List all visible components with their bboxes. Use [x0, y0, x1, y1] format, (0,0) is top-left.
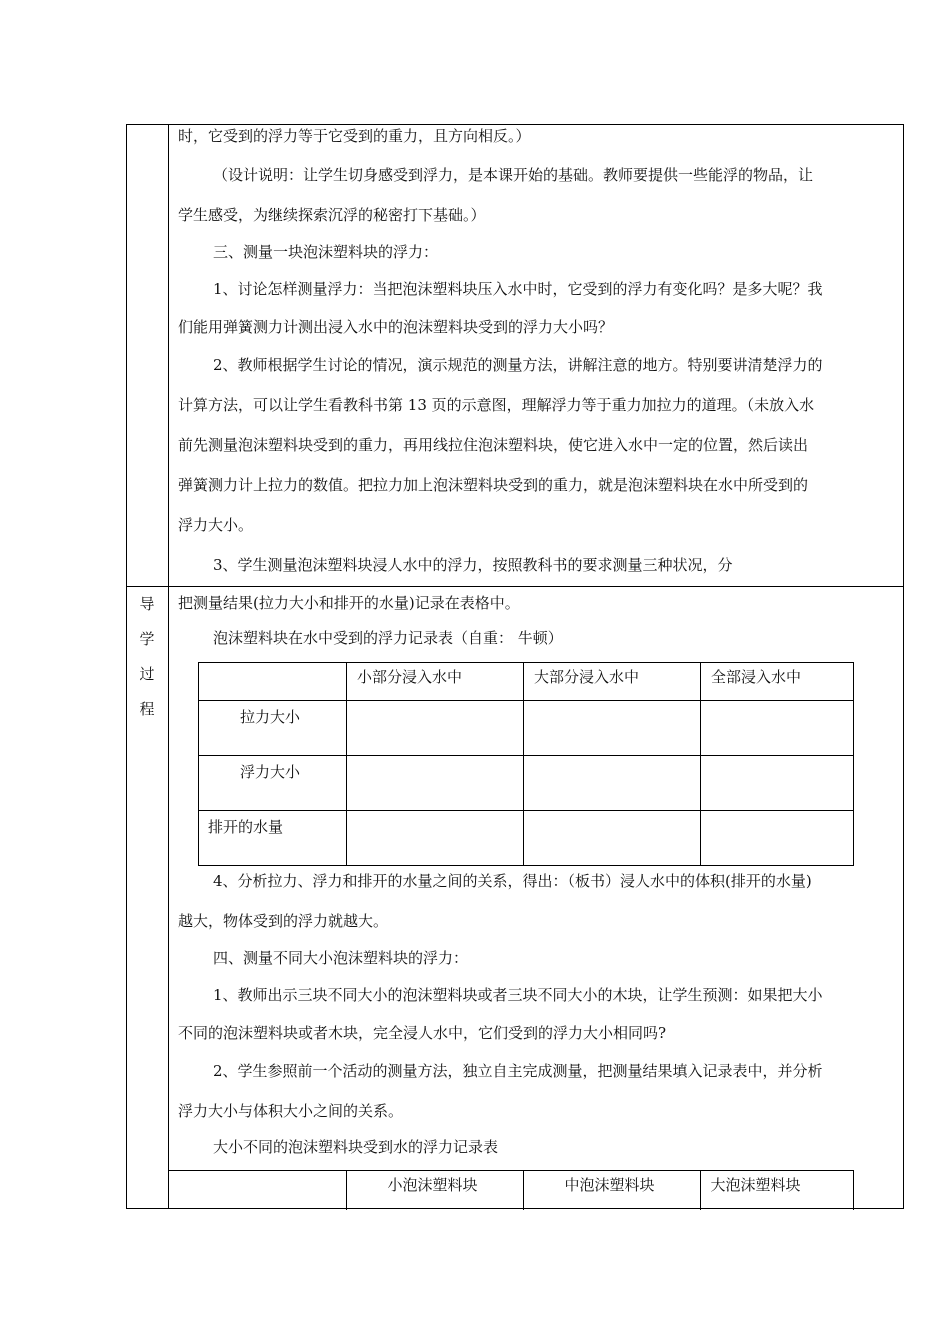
design-note-line: 学生感受，为继续探索沉浮的秘密打下基础。）: [178, 206, 486, 224]
paragraph-line: 浮力大小。: [178, 516, 254, 534]
paragraph-line: 计算方法，可以让学生看教科书第 13 页的示意图，理解浮力等于重力加拉力的道理。（未放入水: [178, 396, 815, 414]
table-header-row: [168, 1171, 853, 1210]
section-heading: 四、测量不同大小泡沫塑料块的浮力：: [213, 949, 469, 967]
paragraph-line: 把测量结果(拉力大小和排开的水量)记录在表格中。: [178, 594, 520, 612]
table-cell: [524, 756, 701, 811]
paragraph-line: 1、讨论怎样测量浮力：当把泡沫塑料块压入水中时，它受到的浮力有变化吗？是多大呢？我: [213, 280, 823, 298]
table-header-row: [199, 663, 854, 701]
size-buoyancy-table: [168, 1170, 854, 1210]
paragraph-line: 越大，物体受到的浮力就越大。: [178, 912, 389, 930]
table-caption: 泡沫塑料块在水中受到的浮力记录表（自重： 牛顿）: [213, 629, 563, 647]
paragraph-line: 前先测量泡沫塑料块受到的重力，再用线拉住泡沫塑料块，使它进入水中一定的位置，然后读出: [178, 436, 809, 454]
side-label-char: 导: [139, 595, 155, 613]
side-label-char: 程: [139, 700, 155, 718]
section-heading: 三、测量一块泡沫塑料块的浮力：: [213, 243, 439, 261]
table-cell: [524, 701, 701, 756]
side-label-char: 学: [139, 630, 155, 648]
header-cell: 小部分浸入水中: [347, 663, 524, 701]
header-cell: 大部分浸入水中: [524, 663, 701, 701]
column-divider: [168, 124, 169, 1209]
paragraph-line: 们能用弹簧测力计测出浸入水中的泡沫塑料块受到的浮力大小吗？: [178, 318, 614, 336]
row-label: 浮力大小: [199, 756, 347, 811]
side-label-char: 过: [139, 665, 155, 683]
table-cell: [347, 811, 524, 866]
paragraph-line: 3、学生测量泡沫塑料块浸人水中的浮力，按照教科书的要求测量三种状况，分: [213, 556, 733, 574]
table-row: [199, 756, 854, 811]
table-cell: [701, 811, 854, 866]
row-label: 拉力大小: [199, 701, 347, 756]
table-cell: [701, 701, 854, 756]
table-cell: [701, 756, 854, 811]
header-cell: 全部浸入水中: [701, 663, 854, 701]
header-cell: [168, 1171, 346, 1210]
paragraph-line: 2、教师根据学生讨论的情况，演示规范的测量方法，讲解注意的地方。特别要讲清楚浮力的: [213, 356, 823, 374]
row-label: 排开的水量: [199, 811, 347, 866]
header-cell: 小泡沫塑料块: [346, 1171, 523, 1210]
table-row: [199, 811, 854, 866]
table-cell: [347, 756, 524, 811]
header-cell: [199, 663, 347, 701]
header-cell: 大泡沫塑料块: [700, 1171, 853, 1210]
paragraph-line: 弹簧测力计上拉力的数值。把拉力加上泡沫塑料块受到的重力，就是泡沫塑料块在水中所受到的: [178, 476, 809, 494]
header-cell: 中泡沫塑料块: [523, 1171, 700, 1210]
table-cell: [347, 701, 524, 756]
paragraph-line: 4、分析拉力、浮力和排开的水量之间的关系，得出：（板书）浸人水中的体积(排开的水量): [213, 872, 812, 890]
table-caption: 大小不同的泡沫塑料块受到水的浮力记录表: [213, 1138, 499, 1156]
row-divider: [126, 586, 904, 587]
paragraph-line: 浮力大小与体积大小之间的关系。: [178, 1102, 404, 1120]
paragraph-line: 不同的泡沫塑料块或者木块，完全浸人水中，它们受到的浮力大小相同吗?: [178, 1024, 667, 1042]
paragraph-line: 2、学生参照前一个活动的测量方法，独立自主完成测量，把测量结果填入记录表中，并分析: [213, 1062, 823, 1080]
paragraph-line: 时，它受到的浮力等于它受到的重力，且方向相反。）: [178, 127, 531, 145]
table-cell: [524, 811, 701, 866]
buoyancy-record-table: [198, 662, 854, 866]
paragraph-line: 1、教师出示三块不同大小的泡沫塑料块或者三块不同大小的木块，让学生预测：如果把大小: [213, 986, 823, 1004]
design-note-line: （设计说明：让学生切身感受到浮力，是本课开始的基础。教师要提供一些能浮的物品，让: [213, 166, 814, 184]
table-row: [199, 701, 854, 756]
